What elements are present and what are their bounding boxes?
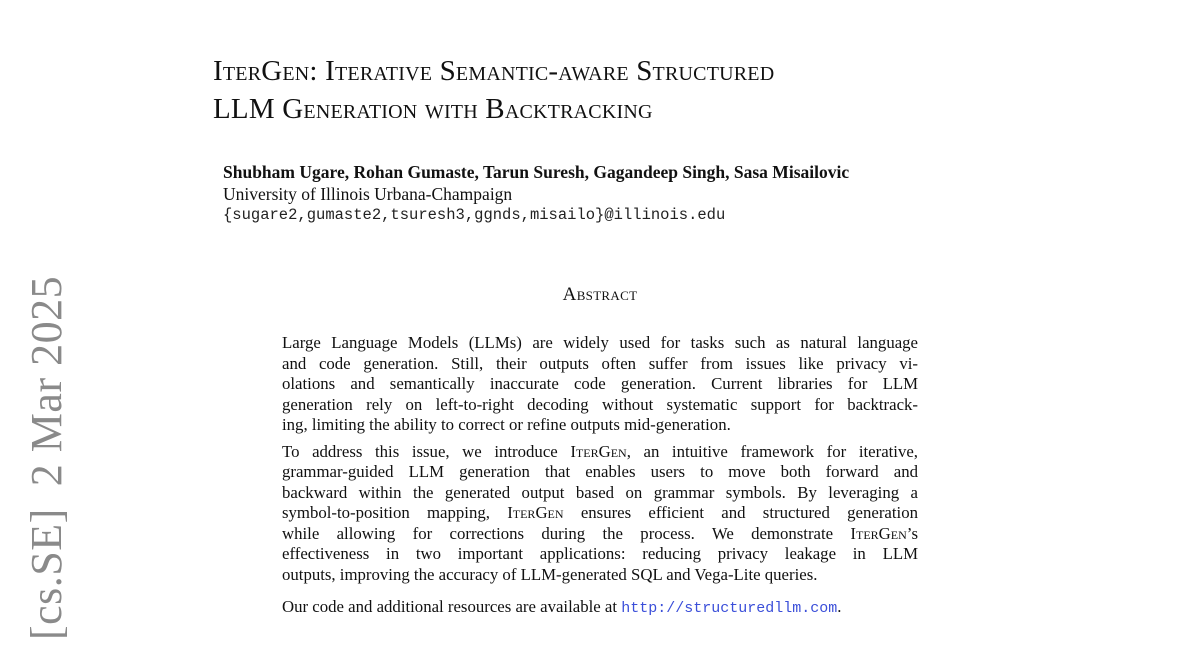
abstract-line: olations and semantically inaccurate code generation. Current libraries for LLM <box>282 374 918 393</box>
abstract-text: , an intuitive framework for iterative, <box>626 441 918 461</box>
abstract-line: and code generation. Still, their outputs often suffer from issues like privacy vi- <box>282 353 918 373</box>
abstract-line: backward within the generated output based on grammar symbols. By leveraging a <box>282 482 918 502</box>
framework-name: IterGen <box>850 523 907 543</box>
title-line-2: LLM Generation with Backtracking <box>213 93 653 125</box>
abstract-paragraph-1 <box>282 333 918 436</box>
abstract-line: Large Language Models (LLMs) are widely used for tasks such as natural language <box>282 333 918 352</box>
abstract-text: ensures efficient and structured generation <box>563 503 918 522</box>
framework-name: IterGen <box>570 441 627 461</box>
arxiv-side-stamp <box>22 276 72 640</box>
arxiv-date: 2 Mar 2025 <box>22 275 71 487</box>
abstract-line: grammar-guided LLM generation that enables users to move both forward and <box>282 462 918 481</box>
abstract-paragraph-2 <box>282 442 918 586</box>
abstract-text: ’s <box>906 523 918 543</box>
abstract-text: Our code and additional resources are available at <box>282 597 622 616</box>
abstract-body <box>282 333 918 626</box>
abstract-text: To address this issue, we introduce <box>282 441 571 461</box>
abstract-paragraph-3 <box>282 597 918 620</box>
framework-name: IterGen <box>507 503 564 522</box>
abstract-line: ing, limiting the ability to correct or refine outputs mid-generation. <box>282 415 731 434</box>
abstract-text: while allowing for corrections during the process. We demonstrate <box>282 523 851 543</box>
resources-link[interactable]: http://structuredllm.com <box>621 600 838 617</box>
abstract-line: effectiveness in two important applications: reducing privacy leakage in LLM <box>282 544 918 563</box>
abstract-text: . <box>837 597 842 616</box>
abstract-line: outputs, improving the accuracy of LLM-generated SQL and Vega-Lite queries. <box>282 564 818 584</box>
author-emails: {sugare2,gumaste2,tsuresh3,ggnds,misailo}@illinois.edu <box>223 206 726 224</box>
title-line-1: IterGen: Iterative Semantic-aware Structured <box>213 55 775 87</box>
author-affiliation: University of Illinois Urbana-Champaign <box>223 184 513 204</box>
paper-title <box>213 52 1113 128</box>
abstract-text: symbol-to-position mapping, <box>282 503 508 522</box>
abstract-line: generation rely on left-to-right decoding without systematic support for backtrack- <box>282 394 918 414</box>
abstract-line <box>282 503 918 524</box>
arxiv-category: [cs.SE] <box>22 508 71 640</box>
abstract-heading: Abstract <box>562 284 638 305</box>
author-list: Shubham Ugare, Rohan Gumaste, Tarun Suresh, Gagandeep Singh, Sasa Misailovic <box>223 162 850 182</box>
abstract-line <box>282 442 918 463</box>
abstract-line <box>282 524 918 545</box>
